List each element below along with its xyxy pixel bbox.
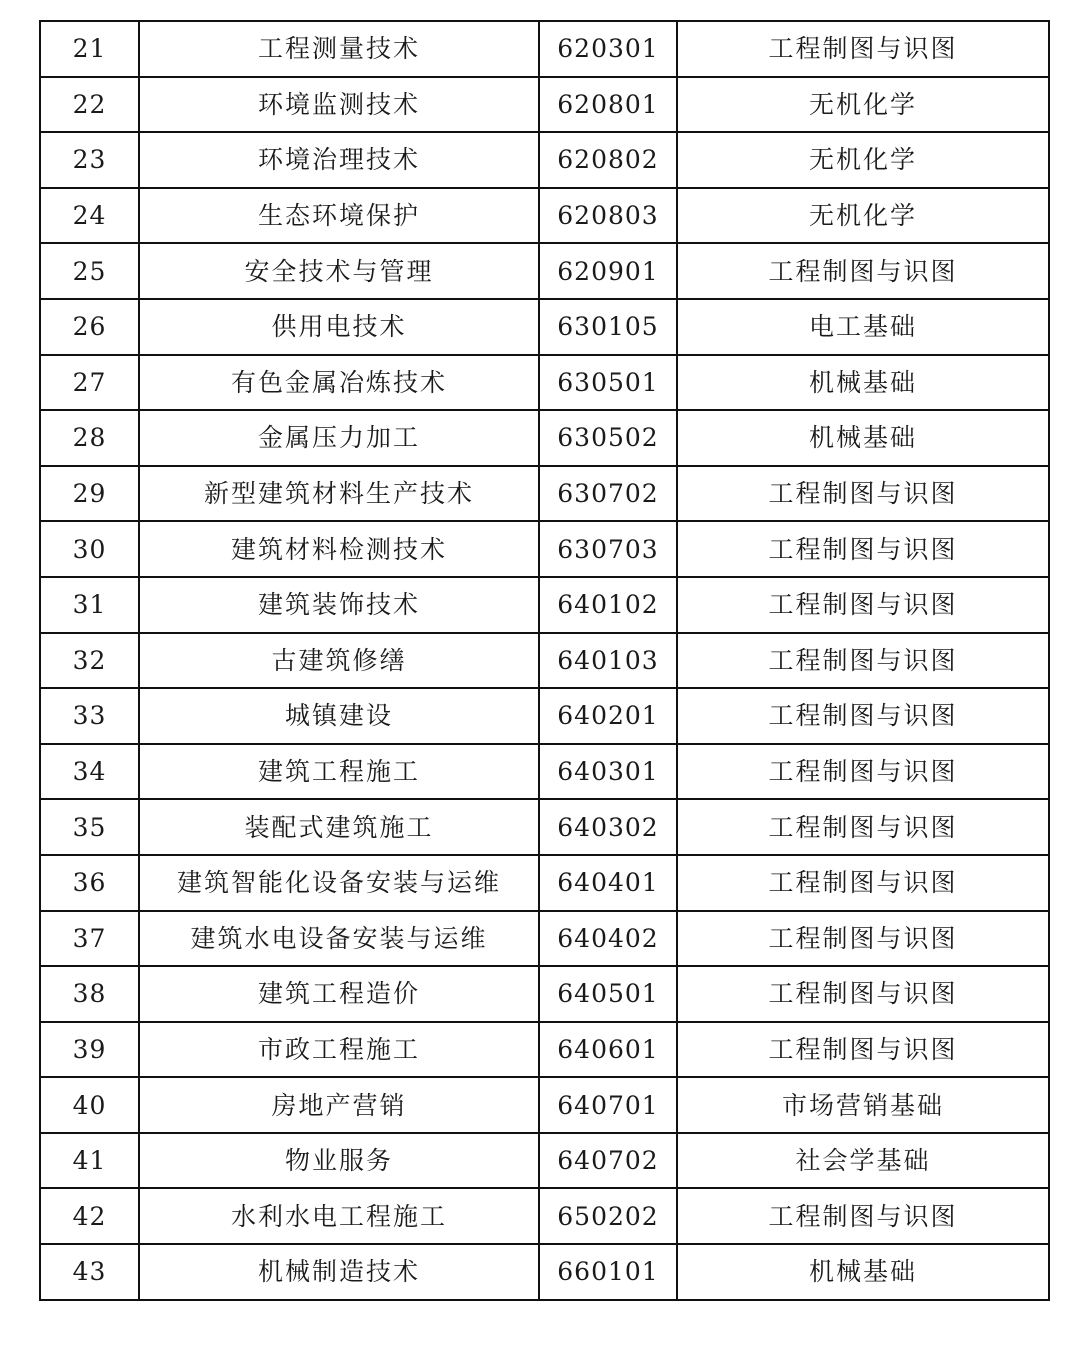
exam-subject-cell: 工程制图与识图: [677, 855, 1049, 911]
exam-subject-cell: 工程制图与识图: [677, 577, 1049, 633]
major-code-cell: 640301: [539, 744, 677, 800]
major-code-cell: 650202: [539, 1188, 677, 1244]
exam-subject-cell: 工程制图与识图: [677, 966, 1049, 1022]
exam-subject-cell: 工程制图与识图: [677, 466, 1049, 522]
major-name-cell: 房地产营销: [139, 1077, 539, 1133]
major-code-cell: 630502: [539, 410, 677, 466]
major-name-cell: 建筑智能化设备安装与运维: [139, 855, 539, 911]
exam-subject-cell: 市场营销基础: [677, 1077, 1049, 1133]
row-number-cell: 34: [40, 744, 139, 800]
exam-subject-cell: 机械基础: [677, 410, 1049, 466]
row-number-cell: 31: [40, 577, 139, 633]
exam-subject-cell: 无机化学: [677, 77, 1049, 133]
row-number-cell: 21: [40, 21, 139, 77]
major-code-cell: 640103: [539, 633, 677, 689]
major-code-cell: 640302: [539, 799, 677, 855]
major-code-cell: 640702: [539, 1133, 677, 1189]
table-row: [40, 132, 1049, 188]
exam-subject-cell: 电工基础: [677, 299, 1049, 355]
row-number-cell: 36: [40, 855, 139, 911]
major-name-cell: 古建筑修缮: [139, 633, 539, 689]
table-row: [40, 1244, 1049, 1300]
exam-subject-cell: 机械基础: [677, 1244, 1049, 1300]
major-name-cell: 建筑工程施工: [139, 744, 539, 800]
table-row: [40, 799, 1049, 855]
major-name-cell: 装配式建筑施工: [139, 799, 539, 855]
major-code-cell: 640401: [539, 855, 677, 911]
major-code-cell: 620301: [539, 21, 677, 77]
table-row: [40, 355, 1049, 411]
major-code-cell: 620901: [539, 243, 677, 299]
exam-subject-cell: 工程制图与识图: [677, 21, 1049, 77]
table-row: [40, 633, 1049, 689]
row-number-cell: 22: [40, 77, 139, 133]
exam-subject-cell: 无机化学: [677, 188, 1049, 244]
major-code-cell: 630703: [539, 521, 677, 577]
table-row: [40, 688, 1049, 744]
row-number-cell: 33: [40, 688, 139, 744]
major-name-cell: 安全技术与管理: [139, 243, 539, 299]
exam-subject-cell: 机械基础: [677, 355, 1049, 411]
table-row: [40, 855, 1049, 911]
table-row: [40, 1188, 1049, 1244]
row-number-cell: 37: [40, 911, 139, 967]
major-code-cell: 620801: [539, 77, 677, 133]
major-name-cell: 生态环境保护: [139, 188, 539, 244]
major-name-cell: 城镇建设: [139, 688, 539, 744]
major-name-cell: 建筑工程造价: [139, 966, 539, 1022]
row-number-cell: 29: [40, 466, 139, 522]
table-row: [40, 577, 1049, 633]
major-code-cell: 630501: [539, 355, 677, 411]
table-row: [40, 1133, 1049, 1189]
row-number-cell: 42: [40, 1188, 139, 1244]
row-number-cell: 26: [40, 299, 139, 355]
row-number-cell: 41: [40, 1133, 139, 1189]
major-name-cell: 建筑材料检测技术: [139, 521, 539, 577]
major-name-cell: 机械制造技术: [139, 1244, 539, 1300]
exam-subject-cell: 工程制图与识图: [677, 799, 1049, 855]
major-code-cell: 640501: [539, 966, 677, 1022]
exam-subject-cell: 社会学基础: [677, 1133, 1049, 1189]
row-number-cell: 27: [40, 355, 139, 411]
row-number-cell: 23: [40, 132, 139, 188]
table-row: [40, 410, 1049, 466]
major-code-cell: 660101: [539, 1244, 677, 1300]
major-code-cell: 620803: [539, 188, 677, 244]
exam-subject-cell: 工程制图与识图: [677, 1188, 1049, 1244]
exam-subject-cell: 工程制图与识图: [677, 744, 1049, 800]
exam-subject-cell: 工程制图与识图: [677, 911, 1049, 967]
table-row: [40, 1077, 1049, 1133]
table-row: [40, 188, 1049, 244]
exam-subject-cell: 工程制图与识图: [677, 243, 1049, 299]
major-name-cell: 环境治理技术: [139, 132, 539, 188]
row-number-cell: 24: [40, 188, 139, 244]
major-name-cell: 新型建筑材料生产技术: [139, 466, 539, 522]
major-code-cell: 620802: [539, 132, 677, 188]
row-number-cell: 25: [40, 243, 139, 299]
table-row: [40, 1022, 1049, 1078]
row-number-cell: 35: [40, 799, 139, 855]
exam-subject-cell: 无机化学: [677, 132, 1049, 188]
table-row: [40, 77, 1049, 133]
major-code-cell: 640201: [539, 688, 677, 744]
exam-subject-cell: 工程制图与识图: [677, 1022, 1049, 1078]
major-code-cell: 640601: [539, 1022, 677, 1078]
major-name-cell: 环境监测技术: [139, 77, 539, 133]
exam-subject-cell: 工程制图与识图: [677, 521, 1049, 577]
major-name-cell: 市政工程施工: [139, 1022, 539, 1078]
major-code-cell: 630702: [539, 466, 677, 522]
row-number-cell: 43: [40, 1244, 139, 1300]
row-number-cell: 39: [40, 1022, 139, 1078]
table-row: [40, 243, 1049, 299]
table-row: [40, 911, 1049, 967]
exam-subject-cell: 工程制图与识图: [677, 633, 1049, 689]
row-number-cell: 30: [40, 521, 139, 577]
major-name-cell: 建筑水电设备安装与运维: [139, 911, 539, 967]
table-row: [40, 466, 1049, 522]
major-name-cell: 水利水电工程施工: [139, 1188, 539, 1244]
major-code-cell: 630105: [539, 299, 677, 355]
major-name-cell: 建筑装饰技术: [139, 577, 539, 633]
table-body: [40, 21, 1049, 1300]
row-number-cell: 40: [40, 1077, 139, 1133]
table-row: [40, 966, 1049, 1022]
major-table: [39, 20, 1050, 1301]
table-row: [40, 299, 1049, 355]
row-number-cell: 32: [40, 633, 139, 689]
major-name-cell: 金属压力加工: [139, 410, 539, 466]
row-number-cell: 28: [40, 410, 139, 466]
major-code-cell: 640102: [539, 577, 677, 633]
major-name-cell: 供用电技术: [139, 299, 539, 355]
row-number-cell: 38: [40, 966, 139, 1022]
table-row: [40, 744, 1049, 800]
major-name-cell: 物业服务: [139, 1133, 539, 1189]
major-name-cell: 有色金属冶炼技术: [139, 355, 539, 411]
exam-subject-cell: 工程制图与识图: [677, 688, 1049, 744]
major-name-cell: 工程测量技术: [139, 21, 539, 77]
major-code-cell: 640701: [539, 1077, 677, 1133]
table-row: [40, 21, 1049, 77]
major-list-sheet: [39, 20, 1046, 1301]
major-code-cell: 640402: [539, 911, 677, 967]
table-row: [40, 521, 1049, 577]
